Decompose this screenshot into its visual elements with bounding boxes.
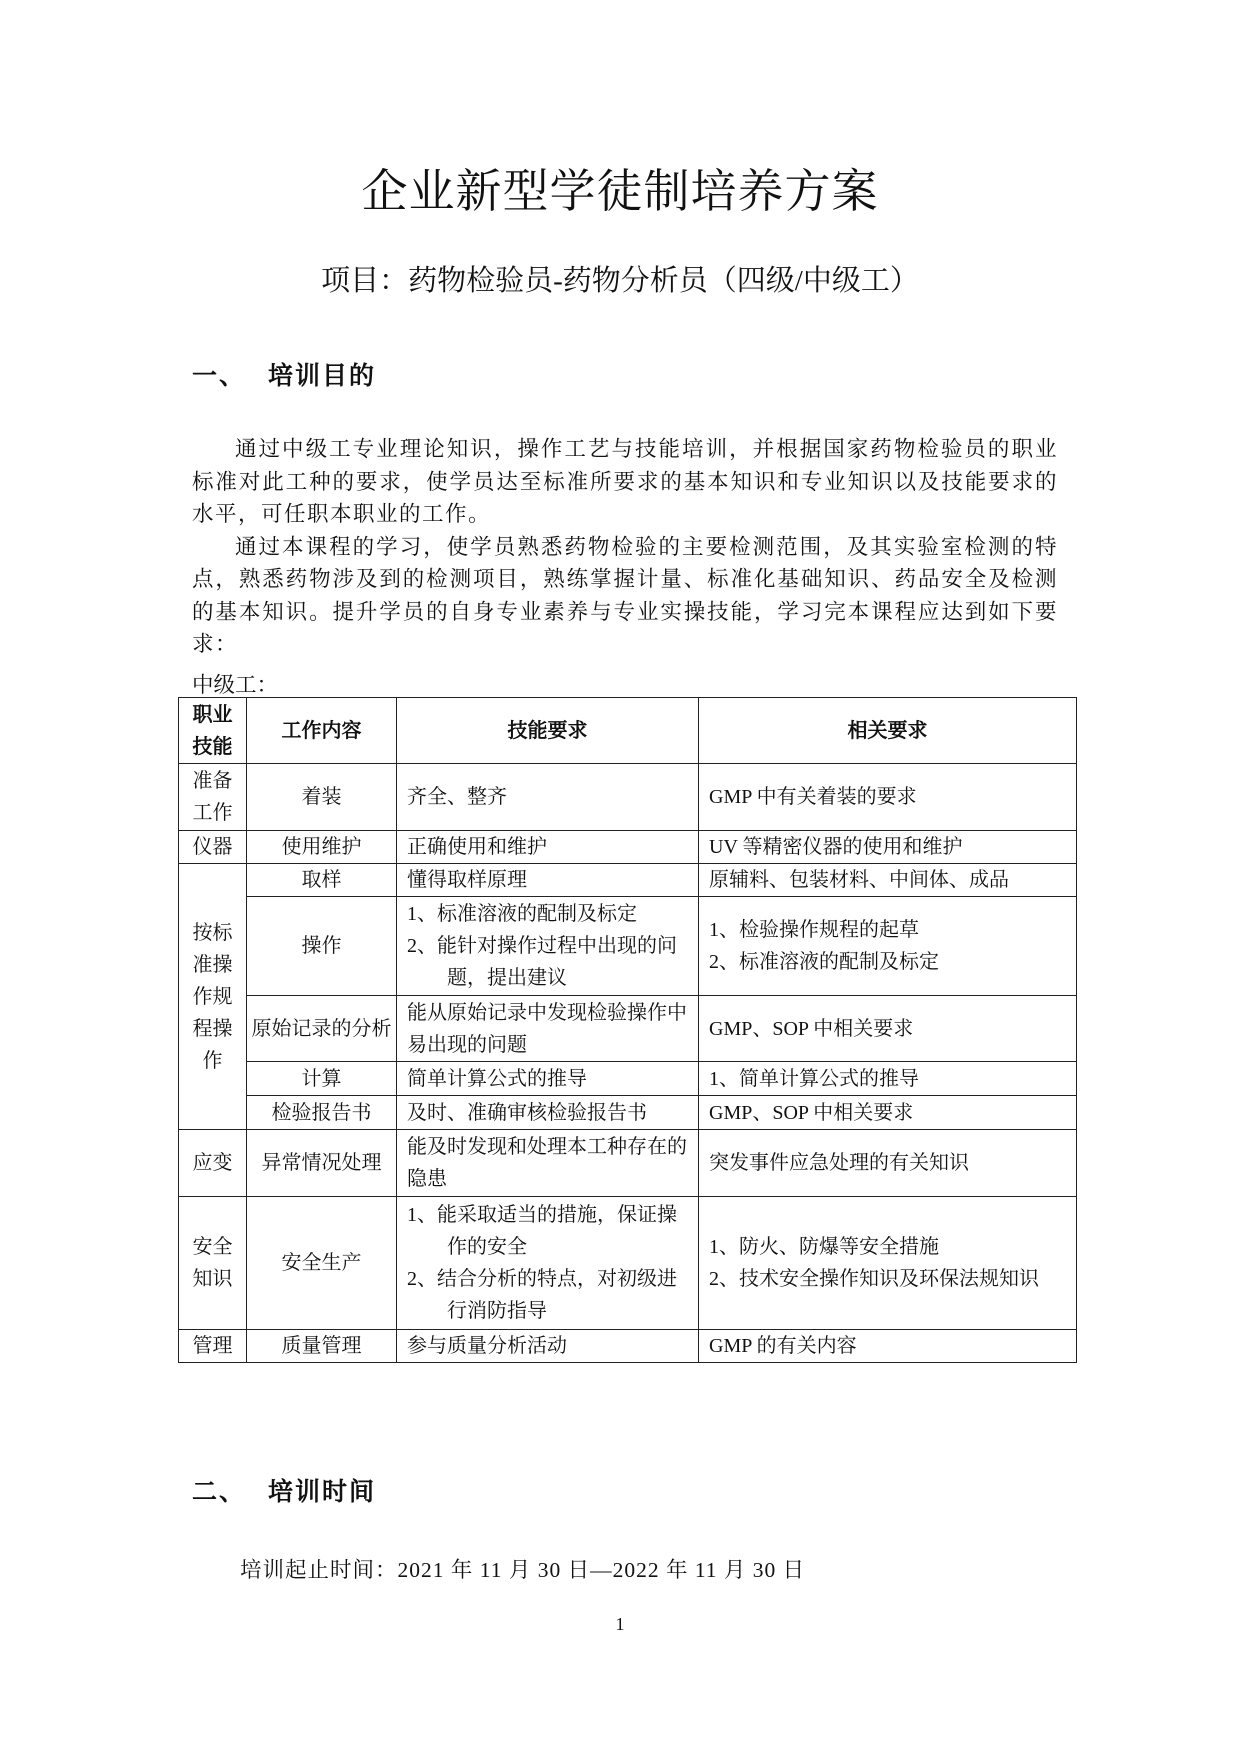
cell-line: 懂得取样原理 [407, 869, 527, 891]
work-cell: 计算 [247, 1062, 397, 1096]
table-row [179, 1130, 1077, 1197]
work-cell: 原始记录的分析 [247, 996, 397, 1062]
document-title: 企业新型学徒制培养方案 [361, 166, 879, 217]
skill-cell: 应变 [179, 1130, 247, 1197]
cell-line: 2、能针对操作过程中出现的问题，提出建议 [407, 935, 677, 989]
training-period: 培训起止时间：2021 年 11 月 30 日—2022 年 11 月 30 日 [240, 1558, 806, 1582]
cell-line: 简单计算公式的推导 [407, 1067, 587, 1090]
cell-line: 齐全、整齐 [407, 786, 507, 808]
work-cell: 异常情况处理 [247, 1130, 397, 1197]
related-requirement-cell [699, 1062, 1077, 1096]
skill-cell: 仪器 [179, 831, 247, 864]
table-header-row [179, 698, 1077, 764]
skill-requirement-cell [397, 764, 699, 831]
table-row [179, 897, 1077, 996]
cell-line: GMP、SOP 中相关要求 [709, 1017, 914, 1040]
header-cell: 职业技能 [179, 698, 247, 764]
header-cell: 工作内容 [247, 698, 397, 764]
related-requirement-cell [699, 1130, 1077, 1197]
section-title: 培训时间 [268, 1479, 377, 1506]
section-heading-2 [192, 1472, 376, 1508]
related-requirement-cell [699, 1330, 1077, 1363]
section-heading-1 [192, 356, 376, 392]
work-cell: 安全生产 [247, 1197, 397, 1330]
cell-line: GMP 的有关内容 [709, 1335, 857, 1357]
work-cell: 操作 [247, 897, 397, 996]
table-row [179, 1330, 1077, 1363]
section-number: 二、 [192, 1479, 247, 1506]
skill-requirement-cell [397, 996, 699, 1062]
skill-requirement-cell [397, 1096, 699, 1130]
skill-requirement-cell [397, 1197, 699, 1330]
page-number: 1 [615, 1614, 625, 1634]
work-cell: 检验报告书 [247, 1096, 397, 1130]
table-row [179, 764, 1077, 831]
document-subtitle: 项目：药物检验员-药物分析员（四级/中级工） [321, 265, 919, 297]
related-requirement-cell [699, 1197, 1077, 1330]
cell-line: 能及时发现和处理本工种存在的隐患 [407, 1136, 687, 1190]
header-cell: 相关要求 [699, 698, 1077, 764]
cell-line: 1、标准溶液的配制及标定 [407, 903, 637, 925]
table-row [179, 864, 1077, 897]
section-1-body [192, 433, 1058, 661]
work-cell: 取样 [247, 864, 397, 897]
work-cell: 使用维护 [247, 831, 397, 864]
work-cell: 着装 [247, 764, 397, 831]
cell-line: 原辅料、包装材料、中间体、成品 [709, 869, 1009, 891]
cell-line: 参与质量分析活动 [407, 1335, 567, 1357]
cell-line: 1、简单计算公式的推导 [709, 1067, 919, 1090]
table-label: 中级工： [192, 673, 279, 697]
related-requirement-cell [699, 1096, 1077, 1130]
section-title: 培训目的 [268, 363, 377, 390]
skill-requirement-cell [397, 1330, 699, 1363]
skill-requirement-cell [397, 831, 699, 864]
related-requirement-cell [699, 764, 1077, 831]
cell-line: UV 等精密仪器的使用和维护 [709, 836, 963, 858]
work-cell: 质量管理 [247, 1330, 397, 1363]
paragraph: 通过本课程的学习，使学员熟悉药物检验的主要检测范围，及其实验室检测的特点，熟悉药物涉及到的检测项目，熟练掌握计量、标准化基础知识、药品安全及检测的基本知识。提升学员的自身专业素养与专业实操技能，学习完本课程应达到如下要求： [192, 534, 1058, 656]
skill-requirement-cell [397, 1062, 699, 1096]
cell-line: 1、能采取适当的措施，保证操作的安全 [407, 1204, 677, 1258]
skill-cell: 准备工作 [179, 764, 247, 831]
cell-line: 1、检验操作规程的起草 [709, 919, 919, 941]
skill-cell: 按标准操作规程操作 [179, 864, 247, 1130]
cell-line: GMP、SOP 中相关要求 [709, 1101, 914, 1124]
section-number: 一、 [192, 363, 247, 390]
skill-requirement-cell [397, 1130, 699, 1197]
table-row [179, 1062, 1077, 1096]
cell-line: 正确使用和维护 [407, 836, 547, 858]
cell-line: 及时、准确审核检验报告书 [407, 1101, 647, 1124]
cell-line: 2、标准溶液的配制及标定 [709, 951, 939, 973]
related-requirement-cell [699, 897, 1077, 996]
skill-requirement-cell [397, 864, 699, 897]
cell-line: 2、结合分析的特点，对初级进行消防指导 [407, 1268, 677, 1322]
related-requirement-cell [699, 864, 1077, 897]
table-row [179, 831, 1077, 864]
cell-line: 1、防火、防爆等安全措施 [709, 1236, 939, 1258]
skill-requirement-cell [397, 897, 699, 996]
skills-table [178, 697, 1077, 1363]
cell-line: 2、技术安全操作知识及环保法规知识 [709, 1268, 1039, 1290]
related-requirement-cell [699, 831, 1077, 864]
header-cell: 技能要求 [397, 698, 699, 764]
related-requirement-cell [699, 996, 1077, 1062]
skill-cell: 安全知识 [179, 1197, 247, 1330]
table-row [179, 1197, 1077, 1330]
cell-line: GMP 中有关着装的要求 [709, 786, 917, 808]
cell-line: 能从原始记录中发现检验操作中易出现的问题 [407, 1001, 687, 1056]
table-row [179, 1096, 1077, 1130]
cell-line: 突发事件应急处理的有关知识 [709, 1152, 969, 1174]
table-row [179, 996, 1077, 1062]
paragraph: 通过中级工专业理论知识，操作工艺与技能培训，并根据国家药物检验员的职业标准对此工种的要求，使学员达至标准所要求的基本知识和专业知识以及技能要求的水平，可任职本职业的工作。 [192, 437, 1058, 526]
skill-cell: 管理 [179, 1330, 247, 1363]
